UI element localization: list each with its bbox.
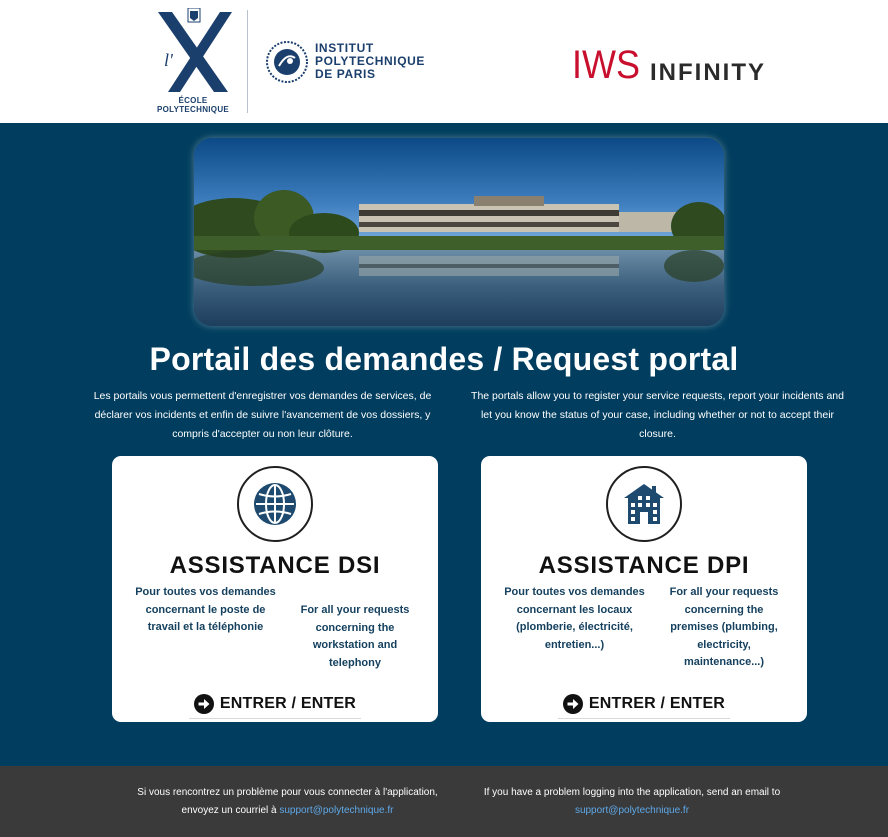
footer-text-en: If you have a problem logging into the application, send an email to [483, 787, 781, 798]
building-icon-circle [606, 466, 682, 542]
support-email-link-en[interactable]: support@polytechnique.fr [574, 805, 690, 816]
ipp-logo-text [315, 42, 425, 81]
globe-icon-circle [237, 466, 313, 542]
campus-lake-picture [194, 138, 724, 326]
ecole-line2: POLYTECHNIQUE [156, 105, 230, 114]
card-description-fr: Pour toutes vos demandes concernant les locaux (plomberie, électricité, entretien...) [504, 586, 645, 651]
footer-help-fr [120, 784, 455, 820]
enter-underline [189, 718, 361, 719]
card-description-fr: Pour toutes vos demandes concernant le poste de travail et la téléphonie [135, 586, 276, 633]
iws-text: IWS [572, 43, 640, 87]
infinity-text: INFINITY [650, 59, 766, 86]
ecole-line1: ÉCOLE [178, 96, 208, 105]
iws-infinity-mark [570, 42, 780, 88]
enter-dpi-button[interactable] [481, 694, 807, 719]
iws-infinity-logo[interactable] [570, 42, 780, 88]
ecole-small-letter: l' [164, 50, 173, 70]
card-title: ASSISTANCE DSI [169, 552, 381, 579]
enter-label: ENTRER / ENTER [588, 695, 726, 712]
ecole-x-mark [150, 8, 236, 94]
ecole-polytechnique-logo[interactable] [150, 8, 236, 116]
ipp-circle-icon [265, 40, 309, 84]
ipp-line3: DE PARIS [315, 67, 376, 81]
card-description-en: For all your requests concerning the workstation and telephony [300, 604, 410, 669]
enter-label: ENTRER / ENTER [219, 695, 357, 712]
campus-banner-image [194, 138, 724, 326]
arrow-right-circle-icon [194, 694, 214, 714]
support-email-link-fr[interactable]: support@polytechnique.fr [279, 805, 394, 816]
ipp-logo[interactable] [265, 40, 465, 86]
globe-icon [253, 482, 297, 526]
intro-text-fr: Les portails vous permettent d'enregistrer vos demandes de services, de déclarer vos incidents et enfin de suivre l'avancement de vos dossiers, y compris d'accepter ou non leur clôture. [93, 390, 432, 440]
ipp-line2: POLYTECHNIQUE [315, 54, 426, 68]
ipp-line1: INSTITUT [315, 41, 374, 55]
card-title: ASSISTANCE DPI [538, 552, 750, 579]
ecole-logo-text [150, 96, 236, 114]
arrow-right-circle-icon [563, 694, 583, 714]
card-description-en: For all your requests concerning the premises (plumbing, electricity, maintenance...) [669, 586, 779, 668]
footer-help-en [462, 784, 802, 820]
enter-dsi-button[interactable] [112, 694, 438, 719]
assistance-dsi-card[interactable] [112, 456, 438, 722]
intro-text-en: The portals allow you to register your service requests, report your incidents and let you know the status of your case, including whether or not to accept their closure. [471, 390, 844, 440]
building-icon [622, 482, 666, 526]
page-header [0, 0, 888, 123]
main-section [0, 123, 888, 766]
enter-underline [558, 718, 730, 719]
page-title: Portail des demandes / Request portal [149, 341, 739, 377]
page-footer [0, 766, 888, 837]
assistance-dpi-card[interactable] [481, 456, 807, 722]
header-divider [247, 10, 248, 113]
footer-text-fr: Si vous rencontrez un problème pour vous connecter à l'application, envoyez un courriel à [137, 787, 438, 816]
